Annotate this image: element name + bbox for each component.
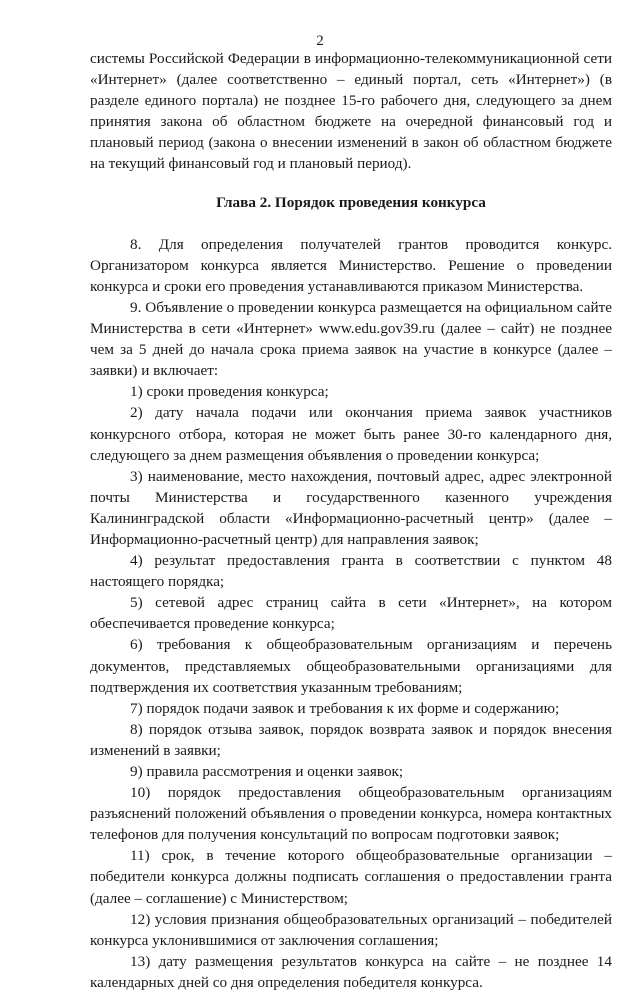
list-item-1: 1) сроки проведения конкурса; — [130, 383, 329, 401]
list-item-4: 4) результат предоставления гранта в соответствии с пунктом 48 настоящего порядка; — [90, 552, 612, 591]
list-item-3: 3) наименование, место нахождения, почтовый адрес, адрес электронной почты Министерства и государственного казенного учреждения Калининградской области «Информационно-расчетный центр» (далее – Информационно-расчетный центр) для направления заявок; — [90, 467, 612, 548]
list-item-5: 5) сетевой адрес страниц сайта в сети «Интернет», на котором обеспечивается проведение конкурса; — [90, 594, 612, 633]
paragraph-9: 9. Объявление о проведении конкурса размещается на официальном сайте Министерства в сети «Интернет» www.edu.gov39.ru (далее – сайт) не позднее чем за 5 дней до начала срока приема заявок на участие в конкурсе (далее – заявки) и включает: — [90, 298, 612, 380]
intro-paragraph: системы Российской Федерации в информационно-телекоммуникационной сети «Интернет» (далее соответственно – единый портал, сеть «Интернет») (в разделе единого портала) не позднее 15-го рабочего дня, следующего за днем принятия закона об областном бюджете на очередной финансовый год и плановый период (закона о внесении изменений в закон об областном бюджете на текущий финансовый год и плановый период). — [90, 50, 612, 173]
list-item-10: 10) порядок предоставления общеобразовательным организациям разъяснений положений объявления о проведении конкурса, номера контактных телефонов для получения консультаций по вопросам подготовки заявок; — [90, 784, 612, 844]
list-item-9: 9) правила рассмотрения и оценки заявок; — [130, 763, 404, 780]
page-number: 2 — [316, 33, 324, 49]
list-item-13: 13) дату размещения результатов конкурса на сайте – не позднее 14 календарных дней со дня определения победителя конкурса. — [90, 952, 612, 991]
list-item-2: 2) дату начала подачи или окончания приема заявок участников конкурсного отбора, которая не может быть ранее 30-го календарного дня, следующего за днем размещения объявления о проведении конкурса; — [90, 404, 612, 464]
list-item-11: 11) срок, в течение которого общеобразовательные организации – победители конкурса должны подписать соглашения о предоставлении гранта (далее – соглашение) с Министерством; — [90, 847, 612, 907]
list-item-7: 7) порядок подачи заявок и требования к их форме и содержанию; — [130, 699, 560, 717]
list-item-6: 6) требования к общеобразовательным организациям и перечень документов, представляемых общеобразовательными организациями для подтверждения их соответствия указанным требованиям; — [90, 636, 612, 696]
list-item-12: 12) условия признания общеобразовательных организаций – победителей конкурса уклонившимися от заключения соглашения; — [90, 910, 612, 949]
list-item-8: 8) порядок отзыва заявок, порядок возврата заявок и порядок внесения изменений в заявки; — [90, 720, 612, 759]
document-body — [90, 48, 612, 993]
paragraph-8: 8. Для определения получателей грантов проводится конкурс. Организатором конкурса является Министерство. Решение о проведении конкурса и сроки его проведения устанавливаются приказом Министерства. — [90, 235, 612, 295]
chapter-heading: Глава 2. Порядок проведения конкурса — [216, 193, 486, 211]
